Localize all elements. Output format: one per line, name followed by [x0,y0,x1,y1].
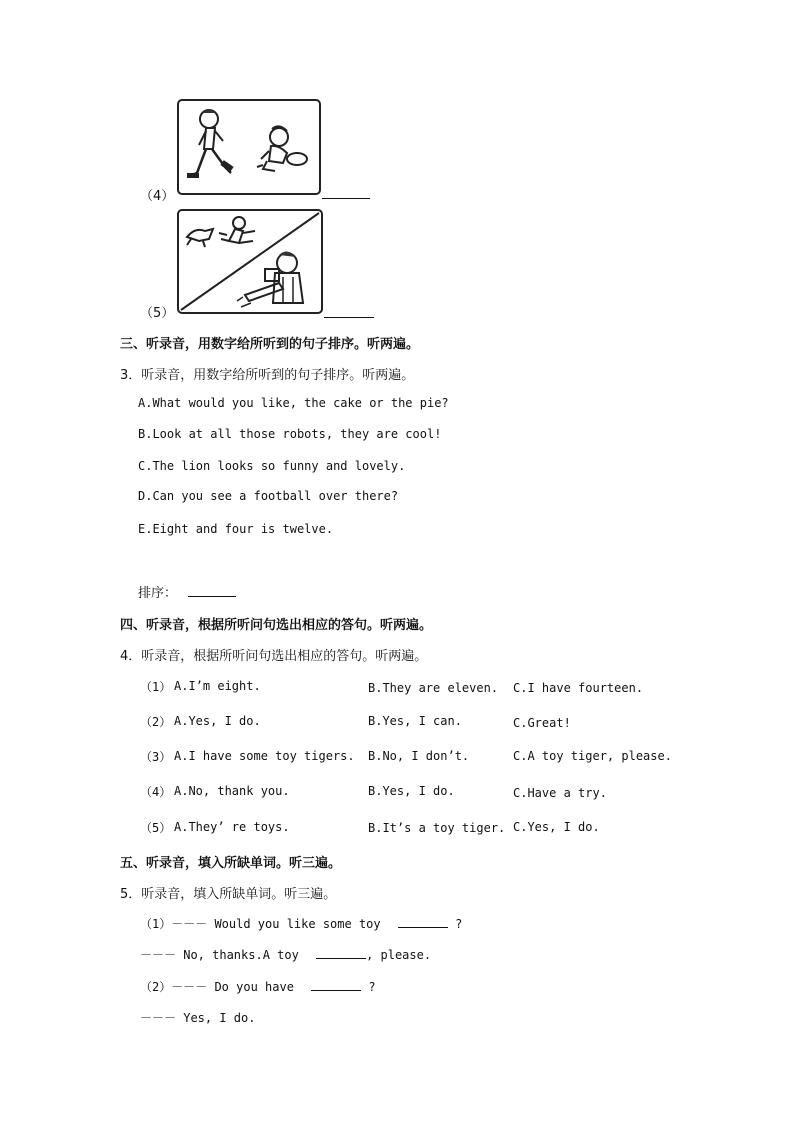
fill-line-4: －－－ Yes, I do. [140,1011,256,1025]
row-3-option-c[interactable]: C.A toy tiger, please. [513,749,672,763]
sentence-d: D.Can you see a football over there? [138,489,399,503]
item-5-label: （5） [140,306,175,321]
row-5-option-c[interactable]: C.Yes, I do. [513,820,600,834]
row-3-number: （3） [140,750,172,764]
section-5-question: 5．听录音，填入所缺单词。听三遍。 [120,887,337,902]
row-4-option-a[interactable]: A.No, thank you. [174,784,290,798]
order-answer-blank[interactable] [188,596,236,597]
fill-line-2 [140,946,431,963]
answer-blank-item-5[interactable] [324,317,374,318]
row-2-option-b[interactable]: B.Yes, I can. [368,714,462,728]
row-5-option-a[interactable]: A.They’ re toys. [174,820,290,834]
fill-line-3-text: （2）－－－ Do you have [140,980,294,994]
row-4-option-c[interactable]: C.Have a try. [513,786,607,800]
fill-blank-1[interactable] [398,915,448,928]
fill-line-1-end: ? [455,917,463,931]
sentence-a: A.What would you like, the cake or the pie? [138,396,449,410]
order-label: 排序： [138,586,178,601]
row-3-option-a[interactable]: A.I have some toy tigers. [174,749,355,763]
section-4-heading: 四、听录音，根据所听问句选出相应的答句。听两遍。 [120,618,433,633]
row-2-option-c[interactable]: C.Great! [513,716,571,730]
section-4-question: 4．听录音，根据所听问句选出相应的答句。听两遍。 [120,649,428,664]
picture-item-5 [177,209,323,314]
row-5-number: （5） [140,821,172,835]
sentence-e: E.Eight and four is twelve. [138,522,334,536]
row-1-number: （1） [140,680,172,694]
section-3-question: 3．听录音，用数字给所听到的句子排序。听两遍。 [120,368,415,383]
fill-line-2-end: , please. [366,948,432,962]
fill-blank-3[interactable] [311,978,361,991]
section-3-heading: 三、听录音，用数字给所听到的句子排序。听两遍。 [120,337,420,352]
fill-line-2-text: －－－ No, thanks.A toy [140,948,299,962]
row-5-option-b[interactable]: B.It’s a toy tiger. [368,821,506,835]
row-1-option-b[interactable]: B.They are eleven. [368,681,499,695]
row-1-option-c[interactable]: C.I have fourteen. [513,681,644,695]
boy-walking-and-child-drawing [179,101,319,193]
item-4-label: （4） [140,189,175,204]
fill-line-1-text: （1）－－－ Would you like some toy [140,917,381,931]
answer-blank-item-4[interactable] [322,198,370,199]
row-3-option-b[interactable]: B.No, I don’t. [368,749,470,763]
picture-item-4 [177,99,321,195]
section-5-heading: 五、听录音，填入所缺单词。听三遍。 [120,856,342,871]
fill-line-1 [140,915,462,932]
fill-line-3 [140,978,376,995]
sentence-b: B.Look at all those robots, they are cool! [138,427,442,441]
row-4-option-b[interactable]: B.Yes, I do. [368,784,455,798]
row-2-number: （2） [140,715,172,729]
fill-blank-2[interactable] [316,946,366,959]
running-figure-and-person-at-desk [179,211,321,312]
row-2-option-a[interactable]: A.Yes, I do. [174,714,261,728]
row-1-option-a[interactable]: A.I’m eight. [174,679,261,693]
row-4-number: （4） [140,785,172,799]
fill-line-3-end: ? [368,980,376,994]
sentence-c: C.The lion looks so funny and lovely. [138,459,406,473]
